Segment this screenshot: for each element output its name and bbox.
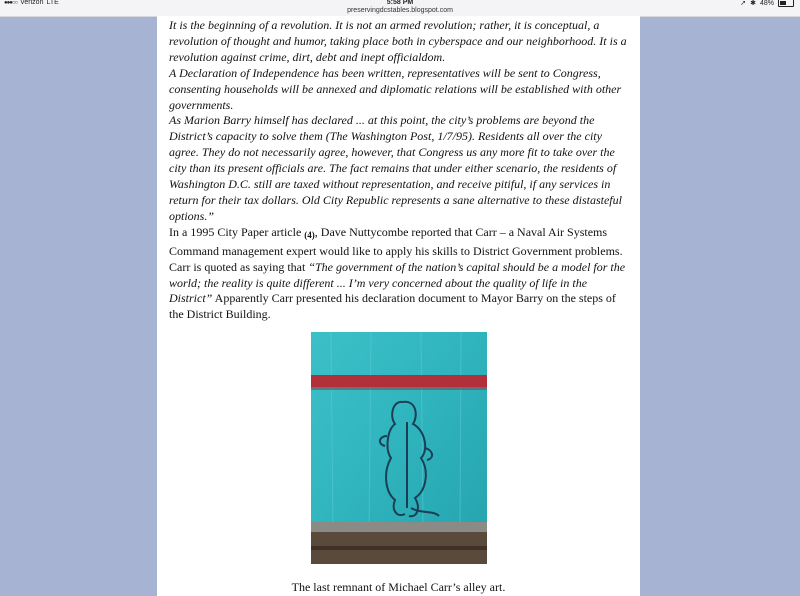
battery-percent: 48% [759,0,774,7]
paragraph-city-paper-end: Apparently Carr presented his declaration document to Mayor Barry on the steps of the District Building. [169,291,616,322]
bluetooth-icon: ✱ [750,0,756,7]
paragraph-revolution: It is the beginning of a revolution. It is not an armed revolution; rather, it is conceptual, a revolution of thought and humor, taking place both in cyberspace and our neighborhood. It is a revolution against crime, dirt, debt and inept officialdom. [169,18,627,64]
battery-fill [780,1,786,5]
clock: 5:58 PM [386,0,414,6]
article-page [157,16,640,596]
paragraph-city-paper-body: , Dave Nuttycombe reported that Carr – a Naval Air Systems Command management expert would like to apply his skills to District Government problems. Carr is quoted as saying that [169,224,623,274]
article-body [169,18,631,323]
carrier-label: Verizon [20,0,44,6]
paragraph-marion-barry: As Marion Barry himself has declared ... at this point, the city’s problems are beyond the District’s capacity to solve them (The Washington Post, 1/7/95). Residents all over the city agree. They do not necessarily agree, however, that Congress us any more fit to take over the city than its present officials are. The fact remains that under either scenario, the residents of Washington D.C. still are taxed without representation, and receive pitiful, if any services in return for their tax dollars. Old City Republic represents a sane alternative to these distasteful options.” [169,113,622,223]
battery-icon [778,0,794,7]
location-icon: ➚ [740,0,747,7]
paragraph-city-paper-intro: In a 1995 City Paper article [169,224,305,239]
signal-strength-icon: ●●●○○ [4,0,18,6]
address-bar[interactable]: preservingdcstables.blogspot.com [347,7,453,14]
network-label: LTE [46,0,59,6]
footnote-link[interactable]: (4) [304,229,315,240]
status-right [740,0,794,7]
alley-art-photo[interactable] [311,332,487,564]
carr-quote: “The government of the nation’s capital should be a model for the world; the reality is quite different ... I’m very concerned about the quality of life in the District” [169,259,626,306]
alley-art-photo-graphic [311,332,487,564]
paragraph-declaration: A Declaration of Independence has been written, representatives will be sent to Congress, consenting households will be annexed and diplomatic relations will be established with other governments. [169,65,622,112]
status-bar [0,0,800,17]
figure-caption: The last remnant of Michael Carr’s alley art. [291,580,506,594]
paragraph-city-paper [169,225,631,323]
